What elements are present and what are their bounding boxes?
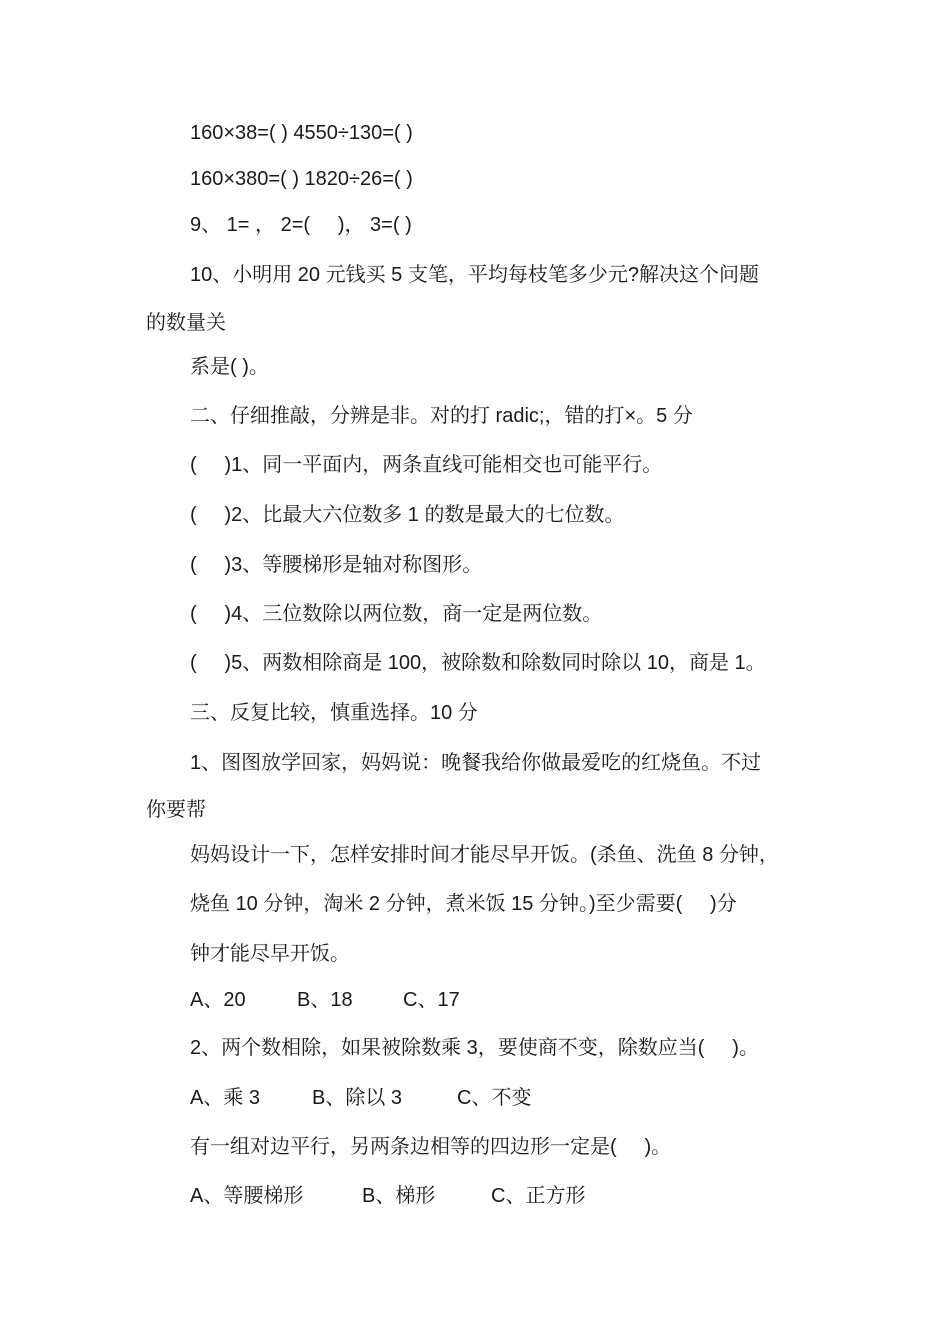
option-c: C、不变 — [457, 1087, 532, 1109]
judgment-item: ( )5、两数相除商是 100，被除数和除数同时除以 10，商是 1。 — [190, 652, 766, 674]
option-a: A、20 — [190, 989, 246, 1011]
question-text: 2、两个数相除，如果被除数乘 3，要使商不变，除数应当( )。 — [190, 1037, 759, 1059]
question-text: 的数量关 — [146, 312, 226, 334]
option-c: C、正方形 — [491, 1185, 586, 1207]
judgment-item: ( )3、等腰梯形是轴对称图形。 — [190, 554, 483, 576]
text-line: 160×380=( ) 1820÷26=( ) — [190, 168, 413, 190]
option-c: C、17 — [403, 989, 460, 1011]
option-b: B、18 — [297, 989, 353, 1011]
question-text: 钟才能尽早开饭。 — [190, 943, 350, 965]
question-text: 烧鱼 10 分钟，淘米 2 分钟，煮米饭 15 分钟。)至少需要( )分 — [190, 893, 737, 915]
question-text: 有一组对边平行，另两条边相等的四边形一定是( )。 — [190, 1136, 672, 1158]
question-text: 系是( )。 — [190, 356, 269, 378]
option-a: A、乘 3 — [190, 1087, 261, 1109]
question-text: 10、小明用 20 元钱买 5 支笔，平均每枝笔多少元?解决这个问题 — [190, 264, 759, 286]
option-b: B、梯形 — [362, 1185, 436, 1207]
judgment-item: ( )1、同一平面内，两条直线可能相交也可能平行。 — [190, 454, 663, 476]
option-b: B、除以 3 — [312, 1087, 403, 1109]
question-text: 妈妈设计一下，怎样安排时间才能尽早开饭。(杀鱼、洗鱼 8 分钟， — [190, 844, 779, 866]
question-text: 1、图图放学回家，妈妈说：晚餐我给你做最爱吃的红烧鱼。不过 — [190, 752, 762, 774]
section-heading: 三、反复比较，慎重选择。10 分 — [190, 702, 478, 724]
option-a: A、等腰梯形 — [190, 1185, 304, 1207]
section-heading: 二、仔细推敲，分辨是非。对的打 radic;，错的打×。5 分 — [190, 405, 693, 427]
question-text: 你要帮 — [146, 799, 206, 821]
judgment-item: ( )4、三位数除以两位数，商一定是两位数。 — [190, 603, 603, 625]
judgment-item: ( )2、比最大六位数多 1 的数是最大的七位数。 — [190, 504, 625, 526]
text-line: 160×38=( ) 4550÷130=( ) — [190, 122, 413, 144]
text-line: 9、 1= ， 2=( )， 3=( ) — [190, 214, 412, 236]
